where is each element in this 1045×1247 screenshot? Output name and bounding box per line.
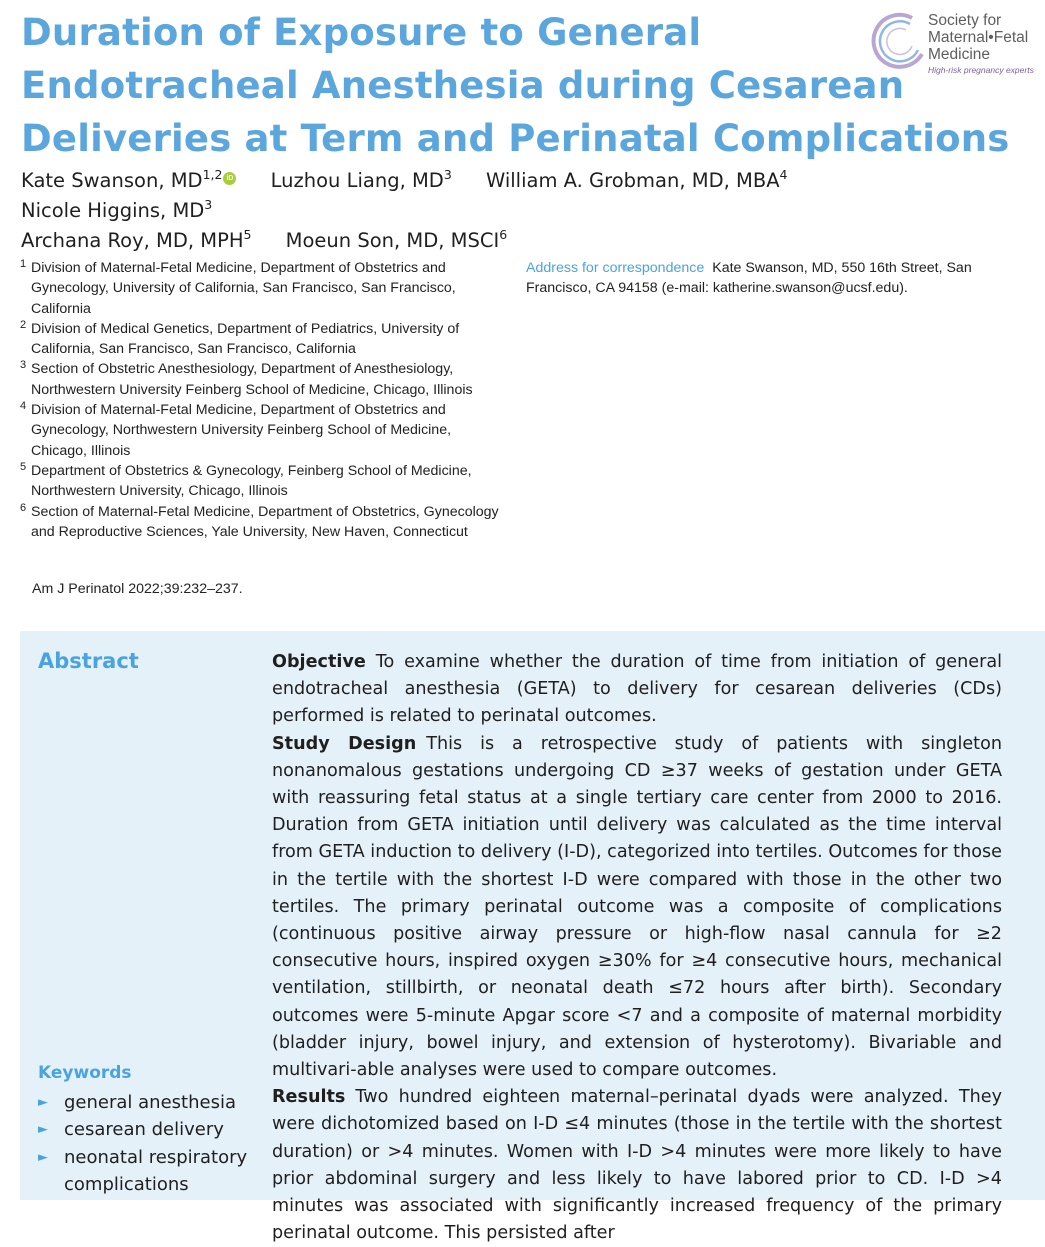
- affiliation-number: 1: [20, 258, 27, 270]
- author-name: William A. Grobman, MD, MBA: [485, 169, 780, 192]
- affiliation-number: 2: [20, 318, 27, 331]
- keywords-list: [38, 1089, 248, 1198]
- orcid-icon[interactable]: iD: [223, 172, 236, 185]
- abstract-section: [272, 731, 1002, 1085]
- author-name: Nicole Higgins, MD: [21, 199, 205, 222]
- section-text: This is a retrospective study of patients with singleton nonanomalous gestations undergoing CD ≥37 weeks of gestation under GETA with reassuring fetal status at a single tertiary care center from 2000 to 2016. Duration from GETA initiation until delivery was calculated as the time interval from GETA induction to delivery (I-D), categorized into tertiles. Outcomes for those in the tertile with the shortest I-D were compared with those in the other two tertiles. The primary perinatal outcome was a composite of complications (continuous positive airway pressure or high-flow nasal cannula for ≥2 consecutive hours, inspired oxygen ≥30% for ≥4 consecutive hours, mechanical ventilation, stillbirth, or neonatal death ≤72 hours after birth). Secondary outcomes were 5-minute Apgar score <7 and a composite of maternal morbidity (bladder injury, bowel injury, and extension of hysterotomy). Bivariable and multivari-able analyses were used to compare outcomes.: [272, 733, 1002, 1081]
- author: [21, 169, 236, 192]
- author-name: Archana Roy, MD, MPH: [21, 229, 244, 252]
- affiliation-number: 5: [20, 460, 27, 473]
- author-list: [21, 166, 1031, 256]
- abstract-section: [272, 1084, 1002, 1247]
- author-affil-ref: 3: [443, 167, 452, 182]
- author-name: Moeun Son, MD, MSCI: [285, 229, 500, 252]
- author: [21, 199, 212, 222]
- journal-citation: Am J Perinatol 2022;39:232–237.: [32, 581, 243, 597]
- keyword-text: general anesthesia: [64, 1092, 236, 1113]
- author: [286, 229, 508, 252]
- affiliation-text: Division of Medical Genetics, Department of Pediatrics, University of California, San Francisco, San Francisco, California: [31, 320, 460, 358]
- affiliation-text: Department of Obstetrics & Gynecology, Feinberg School of Medicine, Northwestern University, Chicago, Illinois: [31, 462, 472, 500]
- section-label: Objective: [272, 652, 366, 672]
- affiliation-text: Section of Obstetric Anesthesiology, Department of Anesthesiology, Northwestern University Feinberg School of Medicine, Chicago, Illinois: [31, 361, 473, 398]
- affiliation: [20, 319, 502, 360]
- author-affil-ref: 5: [243, 227, 252, 242]
- affiliation-number: 4: [20, 400, 27, 413]
- affiliation-text: Division of Maternal-Fetal Medicine, Department of Obstetrics and Gynecology, Northwestern University Feinberg School of Medicine, Chicago, Illinois: [31, 402, 452, 459]
- section-text: To examine whether the duration of time from initiation of general endotracheal anesthesia (GETA) to delivery for cesarean deliveries (CDs) performed is related to perinatal outcomes.: [272, 652, 1002, 727]
- title-line: Endotracheal Anesthesia during Cesarean: [21, 64, 905, 107]
- section-label: Results: [272, 1087, 346, 1108]
- logo-wordmark: [928, 12, 1028, 63]
- correspondence: [526, 258, 1026, 299]
- affiliation: [20, 502, 502, 543]
- section-text: Two hundred eighteen maternal–perinatal dyads were analyzed. They were dichotomized based on I-D ≤4 minutes (those in the tertile with the shortest duration) or >4 minutes. Women with I-D >4 minutes were more likely to have prior abdominal surgery and less likely to have labored prior to CD. I-D >4 minutes was associated with significantly increased frequency of the primary perinatal outcome. This persisted after: [272, 1087, 1002, 1244]
- arrow-bullet-icon: ►: [38, 1095, 48, 1110]
- keyword-item: [38, 1089, 248, 1116]
- title-line: Deliveries at Term and Perinatal Complications: [21, 117, 1010, 160]
- abstract-panel: [20, 631, 1045, 1244]
- author-affil-ref: 3: [204, 197, 213, 212]
- affiliation: [20, 258, 502, 319]
- keyword-text: cesarean delivery: [64, 1119, 224, 1141]
- affiliation: [20, 461, 502, 502]
- author-affil-ref: 4: [779, 167, 788, 182]
- affiliation: [20, 359, 502, 400]
- author: [271, 169, 452, 192]
- affiliation-text: Section of Maternal-Fetal Medicine, Department of Obstetrics, Gynecology and Reproductive Sciences, Yale University, New Haven, Connecticut: [31, 503, 499, 540]
- correspondence-label: Address for correspondence: [526, 260, 705, 276]
- abstract-heading: Abstract: [38, 649, 139, 673]
- arrow-bullet-icon: ►: [38, 1122, 48, 1138]
- affiliation-list: [20, 258, 502, 542]
- logo-swirl-icon: [870, 10, 930, 70]
- keyword-item: [38, 1116, 248, 1143]
- logo-line: Society for: [928, 12, 1002, 29]
- abstract-section: [272, 649, 1002, 731]
- section-label: Study Design: [272, 733, 417, 754]
- author: [486, 169, 788, 192]
- abstract-body: [272, 649, 1002, 1247]
- author-name: Luzhou Liang, MD: [270, 169, 444, 192]
- correspondence-text[interactable]: Kate Swanson, MD, 550 16th Street, San Francisco, CA 94158 (e-mail: katherine.swanson@ucsf.edu).: [526, 260, 972, 297]
- keywords-heading: Keywords: [38, 1063, 132, 1083]
- author-affil-ref: 1,2: [202, 167, 223, 182]
- affiliation-number: 3: [20, 359, 27, 372]
- affiliation-number: 6: [20, 501, 27, 514]
- keyword-item: [38, 1144, 248, 1199]
- author-name: Kate Swanson, MD: [21, 169, 203, 192]
- affiliation-text: Division of Maternal-Fetal Medicine, Department of Obstetrics and Gynecology, University of California, San Francisco, San Francisco, California: [31, 260, 456, 317]
- keyword-text: neonatal respiratory complications: [64, 1146, 248, 1195]
- smfm-logo: [870, 10, 1045, 80]
- logo-tagline: High-risk pregnancy experts: [928, 65, 1034, 75]
- author: [21, 229, 251, 252]
- author-affil-ref: 6: [499, 227, 508, 242]
- title-line: Duration of Exposure to General: [21, 11, 702, 54]
- affiliation: [20, 400, 502, 461]
- logo-line: Maternal•Fetal: [928, 29, 1029, 46]
- arrow-bullet-icon: ►: [38, 1149, 48, 1165]
- logo-line: Medicine: [928, 46, 991, 63]
